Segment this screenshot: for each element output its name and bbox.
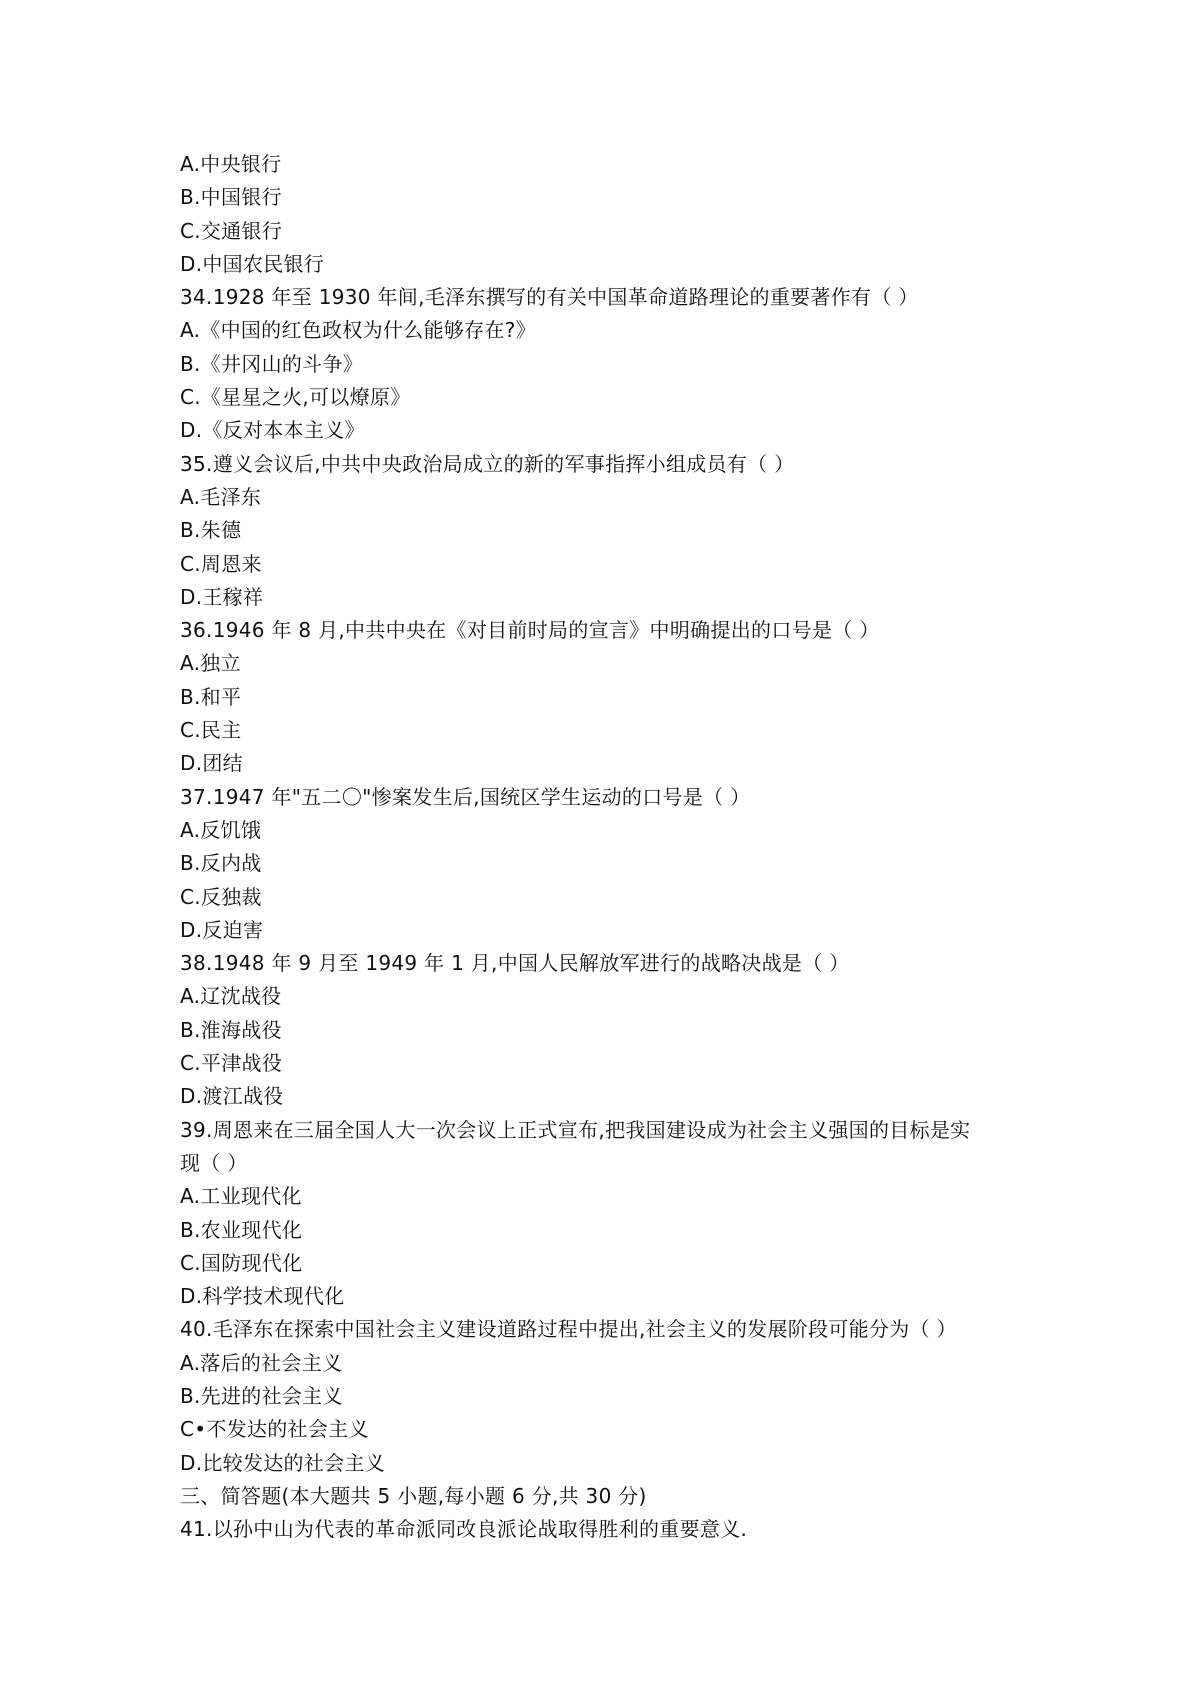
- option-36-d: D.团结: [180, 751, 243, 776]
- option-36-b: B.和平: [180, 684, 242, 709]
- option-34-a: A.《中国的红色政权为什么能够存在?》: [180, 318, 537, 343]
- section-heading: 三、简答题(本大题共 5 小题,每小题 6 分,共 30 分): [180, 1483, 647, 1508]
- option-38-c: C.平津战役: [180, 1051, 283, 1076]
- option-37-c: C.反独裁: [180, 884, 262, 909]
- option-35-c: C.周恩来: [180, 551, 262, 576]
- option-34-c: C.《星星之火,可以燎原》: [180, 385, 411, 410]
- option-33-d: D.中国农民银行: [180, 251, 325, 276]
- question-39-continued: 现（ ）: [180, 1150, 248, 1175]
- option-37-a: A.反饥饿: [180, 817, 262, 842]
- option-39-c: C.国防现代化: [180, 1250, 303, 1275]
- option-40-d: D.比较发达的社会主义: [180, 1450, 386, 1475]
- option-35-a: A.毛泽东: [180, 484, 262, 509]
- option-38-a: A.辽沈战役: [180, 984, 282, 1009]
- option-34-b: B.《井冈山的斗争》: [180, 351, 364, 376]
- document-page: [180, 148, 1040, 1546]
- option-37-b: B.反内战: [180, 851, 262, 876]
- option-39-d: D.科学技术现代化: [180, 1284, 345, 1309]
- option-35-b: B.朱德: [180, 518, 242, 543]
- question-37: 37.1947 年"五二〇"惨案发生后,国统区学生运动的口号是（ ）: [180, 784, 751, 809]
- option-37-d: D.反迫害: [180, 917, 264, 942]
- option-38-d: D.渡江战役: [180, 1084, 284, 1109]
- option-36-c: C.民主: [180, 718, 242, 743]
- option-40-c: C•不发达的社会主义: [180, 1417, 369, 1442]
- option-34-d: D.《反对本本主义》: [180, 418, 365, 443]
- question-40: 40.毛泽东在探索中国社会主义建设道路过程中提出,社会主义的发展阶段可能分为（ ）: [180, 1317, 957, 1342]
- option-36-a: A.独立: [180, 651, 241, 676]
- option-40-b: B.先进的社会主义: [180, 1383, 343, 1408]
- question-39: 39.周恩来在三届全国人大一次会议上正式宣布,把我国建设成为社会主义强国的目标是实: [180, 1117, 971, 1142]
- option-33-c: C.交通银行: [180, 218, 283, 243]
- option-35-d: D.王稼祥: [180, 584, 264, 609]
- question-35: 35.遵义会议后,中共中央政治局成立的新的军事指挥小组成员有（ ）: [180, 451, 795, 476]
- option-33-a: A.中央银行: [180, 152, 282, 176]
- option-39-b: B.农业现代化: [180, 1217, 303, 1242]
- option-38-b: B.淮海战役: [180, 1017, 282, 1042]
- option-40-a: A.落后的社会主义: [180, 1350, 343, 1375]
- question-38: 38.1948 年 9 月至 1949 年 1 月,中国人民解放军进行的战略决战是（ ）: [180, 951, 850, 976]
- question-34: 34.1928 年至 1930 年间,毛泽东撰写的有关中国革命道路理论的重要著作有（ ）: [180, 285, 919, 310]
- option-33-b: B.中国银行: [180, 185, 282, 210]
- question-36: 36.1946 年 8 月,中共中央在《对目前时局的宣言》中明确提出的口号是（ ）: [180, 618, 880, 643]
- question-41: 41.以孙中山为代表的革命派同改良派论战取得胜利的重要意义.: [180, 1517, 748, 1542]
- option-39-a: A.工业现代化: [180, 1184, 302, 1209]
